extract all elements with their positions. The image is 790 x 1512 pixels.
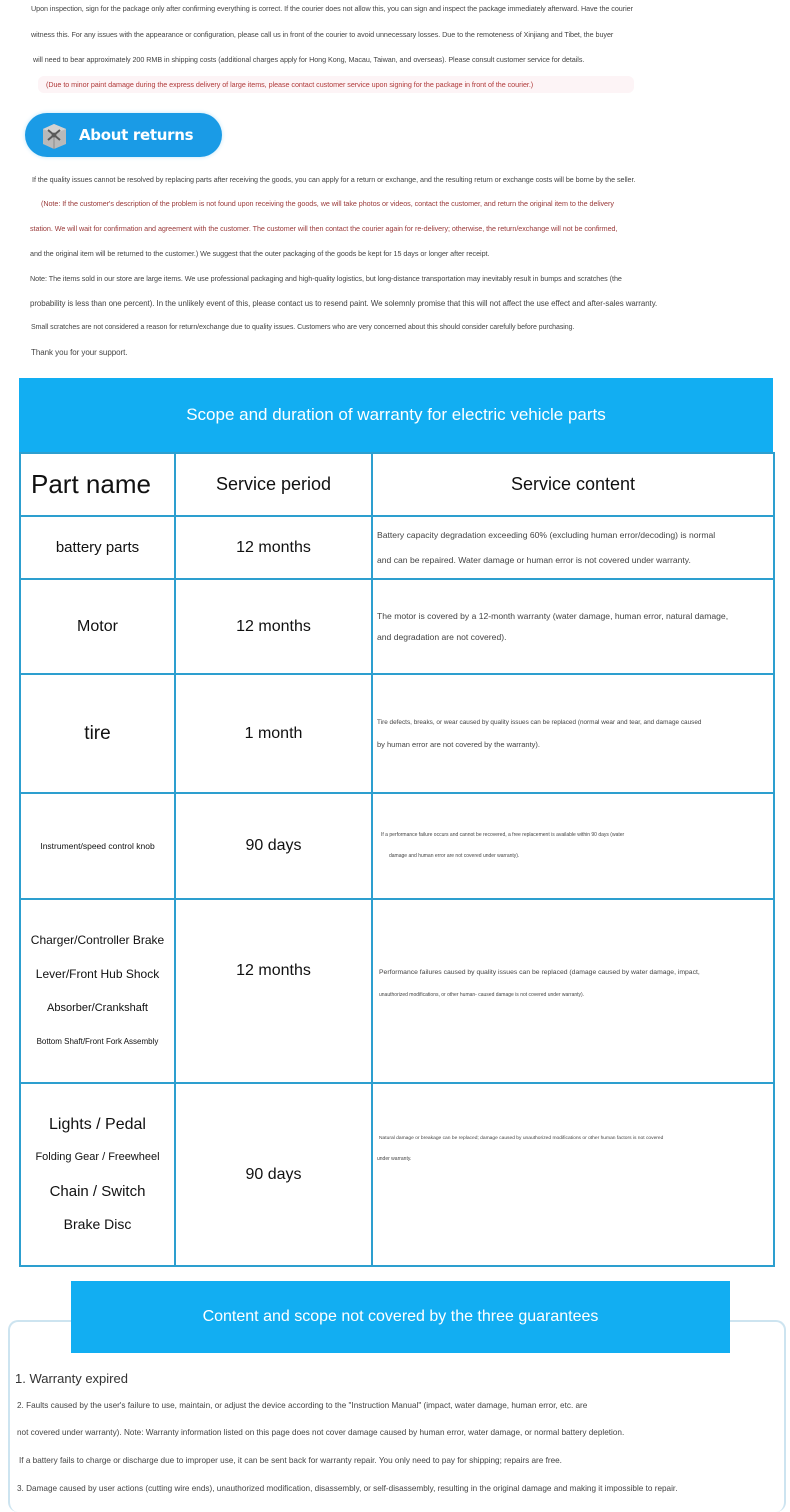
service-period: 12 months	[175, 516, 372, 579]
exclusion-item: 2. Faults caused by the user's failure to use, maintain, or adjust the device according to the "Instruction Manual" (impact, water damage, human error, etc. are	[17, 1401, 588, 1410]
service-content: Performance failures caused by quality issues can be replaced (damage caused by water damage, impact, unauthorized modifications, or other human- caused damage is not covered under warranty).	[372, 899, 774, 1083]
service-content: Battery capacity degradation exceeding 60% (excluding human error/decoding) is normal and can be repaired. Water damage or human error is not covered under warranty.	[372, 516, 774, 579]
part-name: Charger/Controller Brake Lever/Front Hub Shock Absorber/Crankshaft Bottom Shaft/Front Fork Assembly	[20, 899, 175, 1083]
table-row	[20, 674, 774, 793]
service-period: 12 months	[175, 899, 372, 1083]
table-header-row	[20, 453, 774, 516]
intro-line: witness this. For any issues with the appearance or configuration, please call us in front of the courier to avoid unnecessary losses. Due to the remoteness of Xinjiang and Tibet, the buyer	[31, 30, 614, 39]
warranty-section	[19, 378, 773, 1267]
exclusion-item: 1. Warranty expired	[15, 1371, 128, 1386]
service-period: 12 months	[175, 579, 372, 674]
intro-line: Upon inspection, sign for the package only after confirming everything is correct. If the courier does not allow this, you can sign and inspect the package immediately afterward. Have the courier	[31, 4, 633, 13]
part-name: Instrument/speed control knob	[20, 793, 175, 899]
service-content: The motor is covered by a 12-month warranty (water damage, human error, natural damage, and degradation are not covered).	[372, 579, 774, 674]
part-name: battery parts	[20, 516, 175, 579]
returns-note-line: station. We will wait for confirmation and agreement with the customer. The customer will then contact the courier again for re-delivery; otherwise, the return/exchange will not be confirmed,	[30, 224, 618, 233]
header-service-period: Service period	[175, 453, 372, 516]
header-service-content: Service content	[372, 453, 774, 516]
table-row	[20, 516, 774, 579]
service-content: Natural damage or breakage can be replaced; damage caused by unauthorized modifications or other human factors is not covered under warranty.	[372, 1083, 774, 1266]
returns-line: Small scratches are not considered a reason for return/exchange due to quality issues. Customers who are very concerned about this should consider carefully before purchasing.	[31, 324, 575, 331]
paint-damage-note: (Due to minor paint damage during the express delivery of large items, please contact customer service upon signing for the package in front of the courier.)	[38, 76, 634, 93]
service-period: 90 days	[175, 793, 372, 899]
exclusion-item: 3. Damage caused by user actions (cutting wire ends), unauthorized modification, disassembly, or self-disassembly, resulting in the original damage and making it impossible to repair.	[17, 1484, 678, 1493]
table-row	[20, 1083, 774, 1266]
service-period: 1 month	[175, 674, 372, 793]
gift-box-icon	[39, 120, 69, 150]
warranty-title: Scope and duration of warranty for electric vehicle parts	[19, 378, 773, 452]
about-returns-heading	[25, 113, 222, 157]
intro-line: will need to bear approximately 200 RMB in shipping costs (additional charges apply for Hong Kong, Macau, Taiwan, and overseas). Please consult customer service for details.	[33, 55, 585, 64]
table-row	[20, 579, 774, 674]
exclusion-item: If a battery fails to charge or discharge due to improper use, it can be sent back for warranty repair. You only need to pay for shipping; repairs are free.	[19, 1456, 562, 1465]
exclusions-title: Content and scope not covered by the three guarantees	[71, 1281, 730, 1353]
service-content: If a performance failure occurs and cannot be recovered, a free replacement is available within 90 days (water damage and human error are not covered under warranty).	[372, 793, 774, 899]
returns-line: Note: The items sold in our store are large items. We use professional packaging and high-quality logistics, but long-distance transportation may inevitably result in bumps and scratches (the	[30, 274, 622, 283]
warranty-table	[19, 452, 775, 1267]
about-returns-label: About returns	[79, 126, 194, 144]
part-name: tire	[20, 674, 175, 793]
part-name: Lights / Pedal Folding Gear / Freewheel Chain / Switch Brake Disc	[20, 1083, 175, 1266]
returns-line: Thank you for your support.	[31, 348, 128, 357]
service-period: 90 days	[175, 1083, 372, 1266]
returns-line: If the quality issues cannot be resolved by replacing parts after receiving the goods, you can apply for a return or exchange, and the resulting return or exchange costs will be borne by the seller.	[32, 175, 636, 184]
service-content: Tire defects, breaks, or wear caused by quality issues can be replaced (normal wear and tear, and damage caused by human error are not covered by the warranty).	[372, 674, 774, 793]
returns-line: probability is less than one percent). In the unlikely event of this, please contact us to resend paint. We solemnly promise that this will not affect the use effect and after-sales warranty.	[30, 299, 658, 308]
table-row	[20, 793, 774, 899]
exclusion-item: not covered under warranty). Note: Warranty information listed on this page does not cover damage caused by human error, water damage, or normal battery depletion.	[17, 1428, 625, 1437]
header-part-name: Part name	[20, 453, 175, 516]
part-name: Motor	[20, 579, 175, 674]
table-row	[20, 899, 774, 1083]
returns-note-line: (Note: If the customer's description of the problem is not found upon receiving the goods, we will take photos or videos, contact the customer, and return the original item to the delivery	[41, 199, 614, 208]
returns-line: and the original item will be returned to the customer.) We suggest that the outer packaging of the goods be kept for 15 days or longer after receipt.	[30, 249, 490, 258]
